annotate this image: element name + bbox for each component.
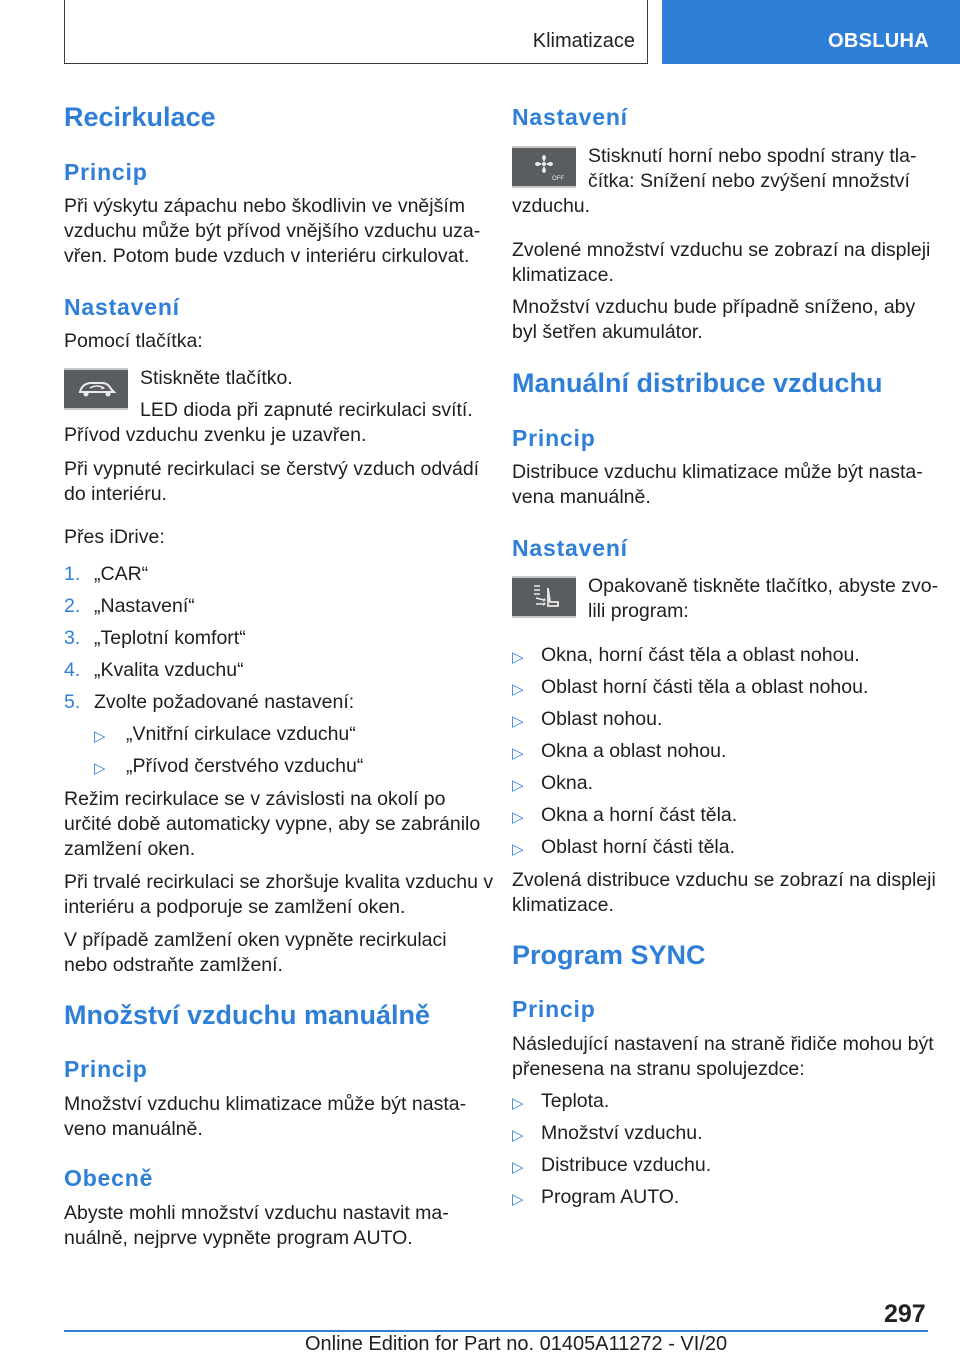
step-text: „CAR“ [94,563,149,585]
paragraph-line: určité době automaticky vypne, aby se zabránilo [64,813,481,835]
paragraph-line: nebo odstraňte zamlžení. [64,954,283,976]
step-text: „Nastavení“ [94,595,195,617]
heading-nastaveni: Nastavení [512,535,628,561]
list-item: Distribuce vzduchu. [541,1154,712,1176]
step-number: 1. [64,563,81,585]
step-text: „Teplotní komfort“ [94,627,246,649]
svg-text:OFF: OFF [552,176,564,182]
paragraph-line: do interiéru. [64,483,167,505]
paragraph-line: Zvolená distribuce vzduchu se zobrazí na displeji [512,869,936,891]
heading-princip: Princip [512,996,596,1022]
bullet-triangle-icon: ▷ [512,649,524,666]
heading-recirkulace: Recirkulace [64,102,216,132]
list-item: Množství vzduchu. [541,1122,703,1144]
paragraph-line: byl šetřen akumulátor. [512,321,703,343]
paragraph-line: Přívod vzduchu zvenku je uzavřen. [64,424,367,446]
paragraph-line: Při výskytu zápachu nebo škodlivin ve vnějším [64,195,466,217]
heading-obecne: Obecně [64,1165,154,1191]
list-item: Okna. [541,772,594,794]
bullet-triangle-icon: ▷ [512,681,524,698]
paragraph-line: vřen. Potom bude vzduch v interiéru cirkulovat. [64,245,470,267]
paragraph-line: V případě zamlžení oken vypněte recirkulaci [64,929,447,951]
bullet-triangle-icon: ▷ [512,713,524,730]
step-text: „Kvalita vzduchu“ [94,659,244,681]
fan-icon [512,148,576,186]
step-number: 4. [64,659,81,681]
paragraph-line: veno manuálně. [64,1118,203,1140]
fan-button-image [512,146,576,188]
heading-nastaveni: Nastavení [512,104,628,130]
step-number: 5. [64,691,81,713]
paragraph-line: Množství vzduchu klimatizace může být nasta‐ [64,1093,467,1115]
paragraph-line: Množství vzduchu bude případně sníženo, aby [512,296,916,318]
bullet-triangle-icon: ▷ [94,760,106,777]
heading-mnozstvi: Množství vzduchu manuálně [64,1000,431,1030]
footer-edition: Online Edition for Part no. 01405A11272 - VI/20 [305,1333,728,1355]
button-instruction: Stiskněte tlačítko. [140,367,293,389]
paragraph-line: Režim recirkulace se v závislosti na okolí po [64,788,446,810]
header-section-title: Klimatizace [532,30,635,52]
list-item: Program AUTO. [541,1186,680,1208]
list-item: Oblast horní části těla. [541,836,736,858]
bullet-triangle-icon: ▷ [512,1159,524,1176]
step-number: 2. [64,595,81,617]
button-instruction: LED dioda při zapnuté recirkulaci svítí. [140,399,473,421]
header-chapter-title: OBSLUHA [828,30,929,52]
bullet-triangle-icon: ▷ [512,745,524,762]
sub-list-item: „Vnitřní cirkulace vzduchu“ [126,723,356,745]
seat-airflow-icon [512,578,576,616]
list-item: Teplota. [541,1090,610,1112]
paragraph-line: Následující nastavení na straně řidiče mohou být [512,1033,934,1055]
paragraph-line: Při trvalé recirkulaci se zhoršuje kvalita vzduchu v [64,871,494,893]
bullet-triangle-icon: ▷ [512,777,524,794]
car-recirculation-icon [64,370,128,408]
paragraph-line: Pomocí tlačítka: [64,330,203,352]
bullet-triangle-icon: ▷ [512,1191,524,1208]
bullet-triangle-icon: ▷ [512,1127,524,1144]
heading-princip: Princip [512,425,596,451]
sub-list-item: „Přívod čerstvého vzduchu“ [126,755,364,777]
page-number: 297 [884,1300,926,1328]
paragraph-line: interiéru a podporuje se zamlžení oken. [64,896,406,918]
list-item: Okna a oblast nohou. [541,740,727,762]
list-item: Okna a horní část těla. [541,804,738,826]
header-section-box [64,0,648,64]
heading-nastaveni: Nastavení [64,294,180,320]
heading-princip: Princip [64,159,148,185]
button-instruction: Opakovaně tiskněte tlačítko, abyste zvo‐ [588,575,939,597]
air-distribution-button-image [512,576,576,618]
step-number: 3. [64,627,81,649]
paragraph-line: klimatizace. [512,894,614,916]
list-item: Okna, horní část těla a oblast nohou. [541,644,860,666]
paragraph-line: Zvolené množství vzduchu se zobrazí na displeji [512,239,931,261]
paragraph-line: nuálně, nejprve vypněte program AUTO. [64,1227,413,1249]
bullet-triangle-icon: ▷ [512,841,524,858]
paragraph-line: zamlžení oken. [64,838,196,860]
list-item: Oblast horní části těla a oblast nohou. [541,676,869,698]
paragraph-line: klimatizace. [512,264,614,286]
step-text: Zvolte požadované nastavení: [94,691,355,713]
heading-princip: Princip [64,1056,148,1082]
heading-distribuce: Manuální distribuce vzduchu [512,368,883,398]
paragraph-line: Při vypnuté recirkulaci se čerstvý vzduch odvádí [64,458,480,480]
header-chapter-tab [662,0,960,64]
paragraph-line: vzduchu. [512,195,591,217]
recirculation-button-image [64,368,128,410]
bullet-triangle-icon: ▷ [512,809,524,826]
list-item: Oblast nohou. [541,708,663,730]
paragraph-line: Abyste mohli množství vzduchu nastavit ma‐ [64,1202,449,1224]
paragraph-line: přenesena na stranu spolujezdce: [512,1058,805,1080]
bullet-triangle-icon: ▷ [512,1095,524,1112]
footer-divider [64,1330,928,1332]
paragraph-line: Distribuce vzduchu klimatizace může být nasta‐ [512,461,923,483]
button-instruction: lili program: [588,600,689,622]
heading-sync: Program SYNC [512,940,706,970]
button-instruction: Stisknutí horní nebo spodní strany tla‐ [588,145,917,167]
paragraph-line: vzduchu může být přívod vnějšího vzduchu uza‐ [64,220,481,242]
paragraph-line: Přes iDrive: [64,526,165,548]
paragraph-line: vena manuálně. [512,486,651,508]
button-instruction: čítka: Snížení nebo zvýšení množství [588,170,910,192]
bullet-triangle-icon: ▷ [94,728,106,745]
